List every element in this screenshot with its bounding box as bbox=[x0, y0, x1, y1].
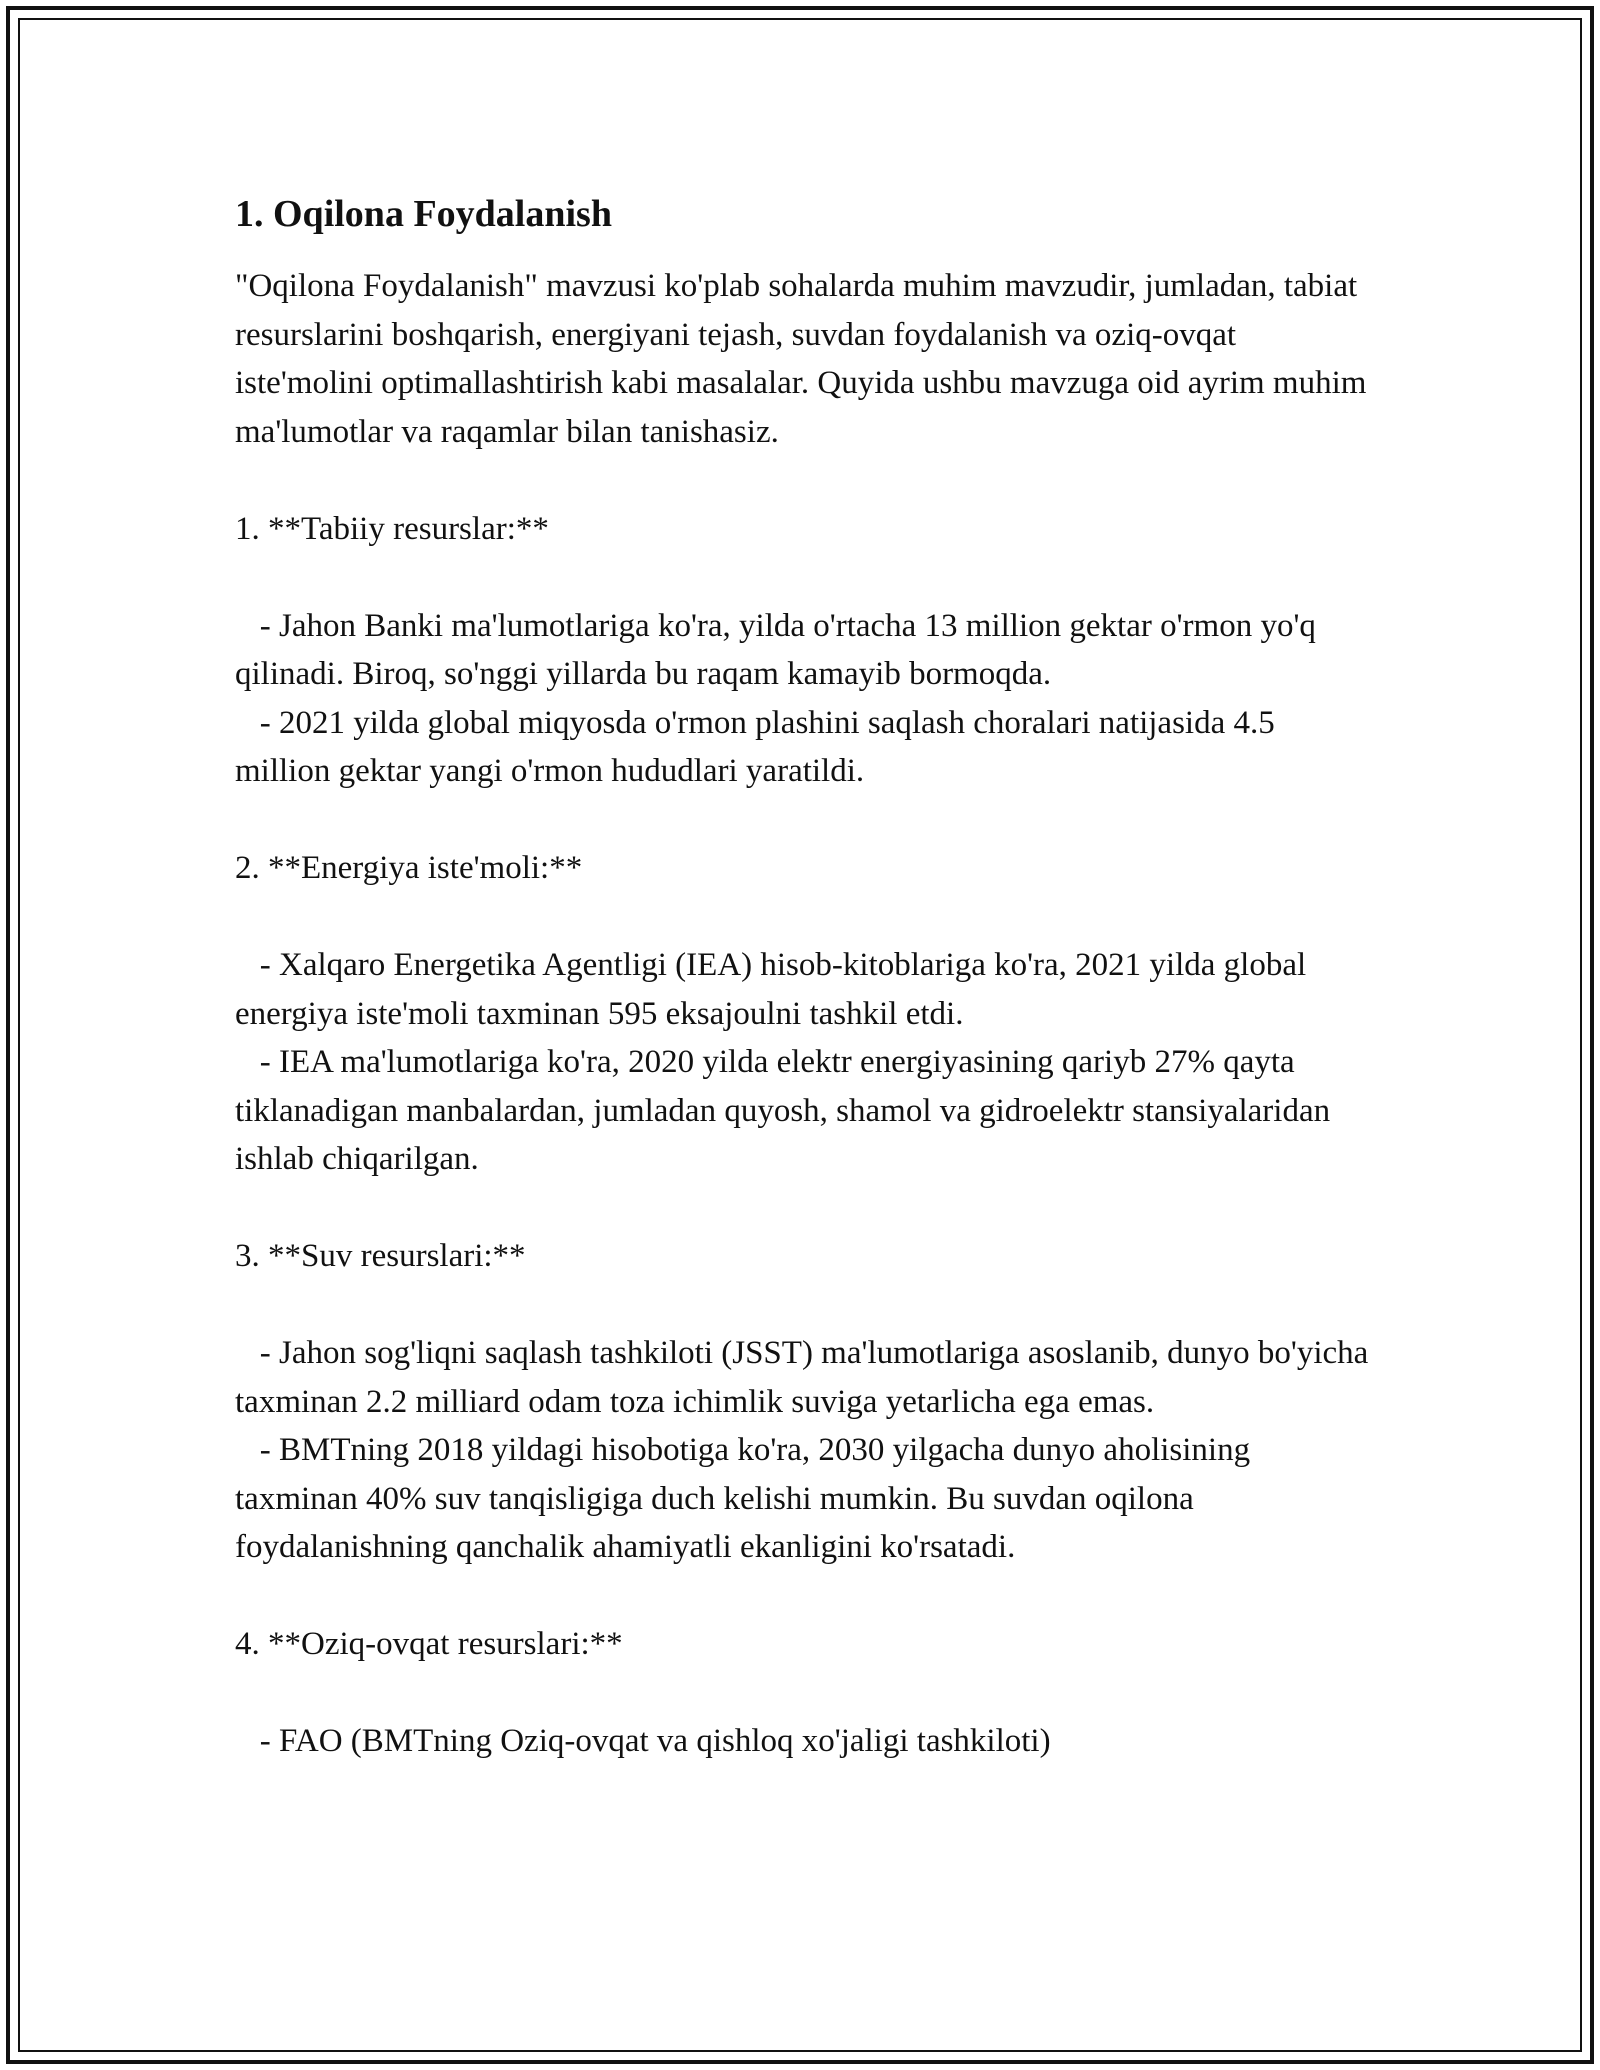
list-item: - BMTning 2018 yildagi hisobotiga ko'ra, 2030 yilgacha dunyo aholisining taxminan 40% suv tanqisligiga duch kelishi mumkin. Bu suvdan oqilona foydalanishning qanchalik ahamiyatli ekanligini ko'rsatadi. bbox=[235, 1432, 1259, 1565]
spacer bbox=[235, 456, 1375, 505]
spacer bbox=[235, 1572, 1375, 1621]
section-heading-natural-resources: 1. **Tabiiy resurslar:** bbox=[235, 510, 549, 547]
section-heading-energy: 2. **Energiya iste'moli:** bbox=[235, 850, 583, 886]
section-heading-food: 4. **Oziq-ovqat resurslari:** bbox=[235, 1626, 623, 1662]
spacer bbox=[235, 1669, 1375, 1718]
spacer bbox=[235, 553, 1375, 602]
list-item: - Xalqaro Energetika Agentligi (IEA) hisob-kitoblariga ko'ra, 2021 yilda global energiya iste'moli taxminan 595 eksajoulni tashkil etdi. bbox=[235, 947, 1315, 1032]
list-item: - Jahon Banki ma'lumotlariga ko'ra, yilda o'rtacha 13 million gektar o'rmon yo'q qilinadi. Biroq, so'nggi yillarda bu raqam kamayib bormoqda. bbox=[235, 607, 1325, 692]
spacer bbox=[235, 893, 1375, 942]
spacer bbox=[235, 1184, 1375, 1233]
document-title: 1. Oqilona Foydalanish bbox=[235, 193, 612, 235]
spacer bbox=[235, 796, 1375, 845]
list-item: - 2021 yilda global miqyosda o'rmon plashini saqlash choralari natijasida 4.5 million gektar yangi o'rmon hududlari yaratildi. bbox=[235, 704, 1283, 789]
list-item: - FAO (BMTning Oziq-ovqat va qishloq xo'jaligi tashkiloti) bbox=[235, 1723, 1051, 1759]
intro-paragraph: "Oqilona Foydalanish" mavzusi ko'plab sohalarda muhim mavzudir, jumladan, tabiat resurslarini boshqarish, energiyani tejash, suvdan foydalanish va oziq-ovqat iste'molini optimallashtirish kabi masalalar. Quyida ushbu mavzuga oid ayrim muhim ma'lumotlar va raqamlar bilan tanishasiz. bbox=[235, 268, 1375, 450]
spacer bbox=[235, 1281, 1375, 1330]
section-heading-water: 3. **Suv resurslari:** bbox=[235, 1238, 526, 1274]
document-page bbox=[235, 188, 1375, 1766]
list-item: - Jahon sog'liqni saqlash tashkiloti (JSST) ma'lumotlariga asoslanib, dunyo bo'yicha taxminan 2.2 milliard odam toza ichimlik suviga yetarlicha ega emas. bbox=[235, 1335, 1377, 1420]
list-item: - IEA ma'lumotlariga ko'ra, 2020 yilda elektr energiyasining qariyb 27% qayta tiklanadigan manbalardan, jumladan quyosh, shamol va gidroelektr stansiyalaridan ishlab chiqarilgan. bbox=[235, 1044, 1339, 1177]
